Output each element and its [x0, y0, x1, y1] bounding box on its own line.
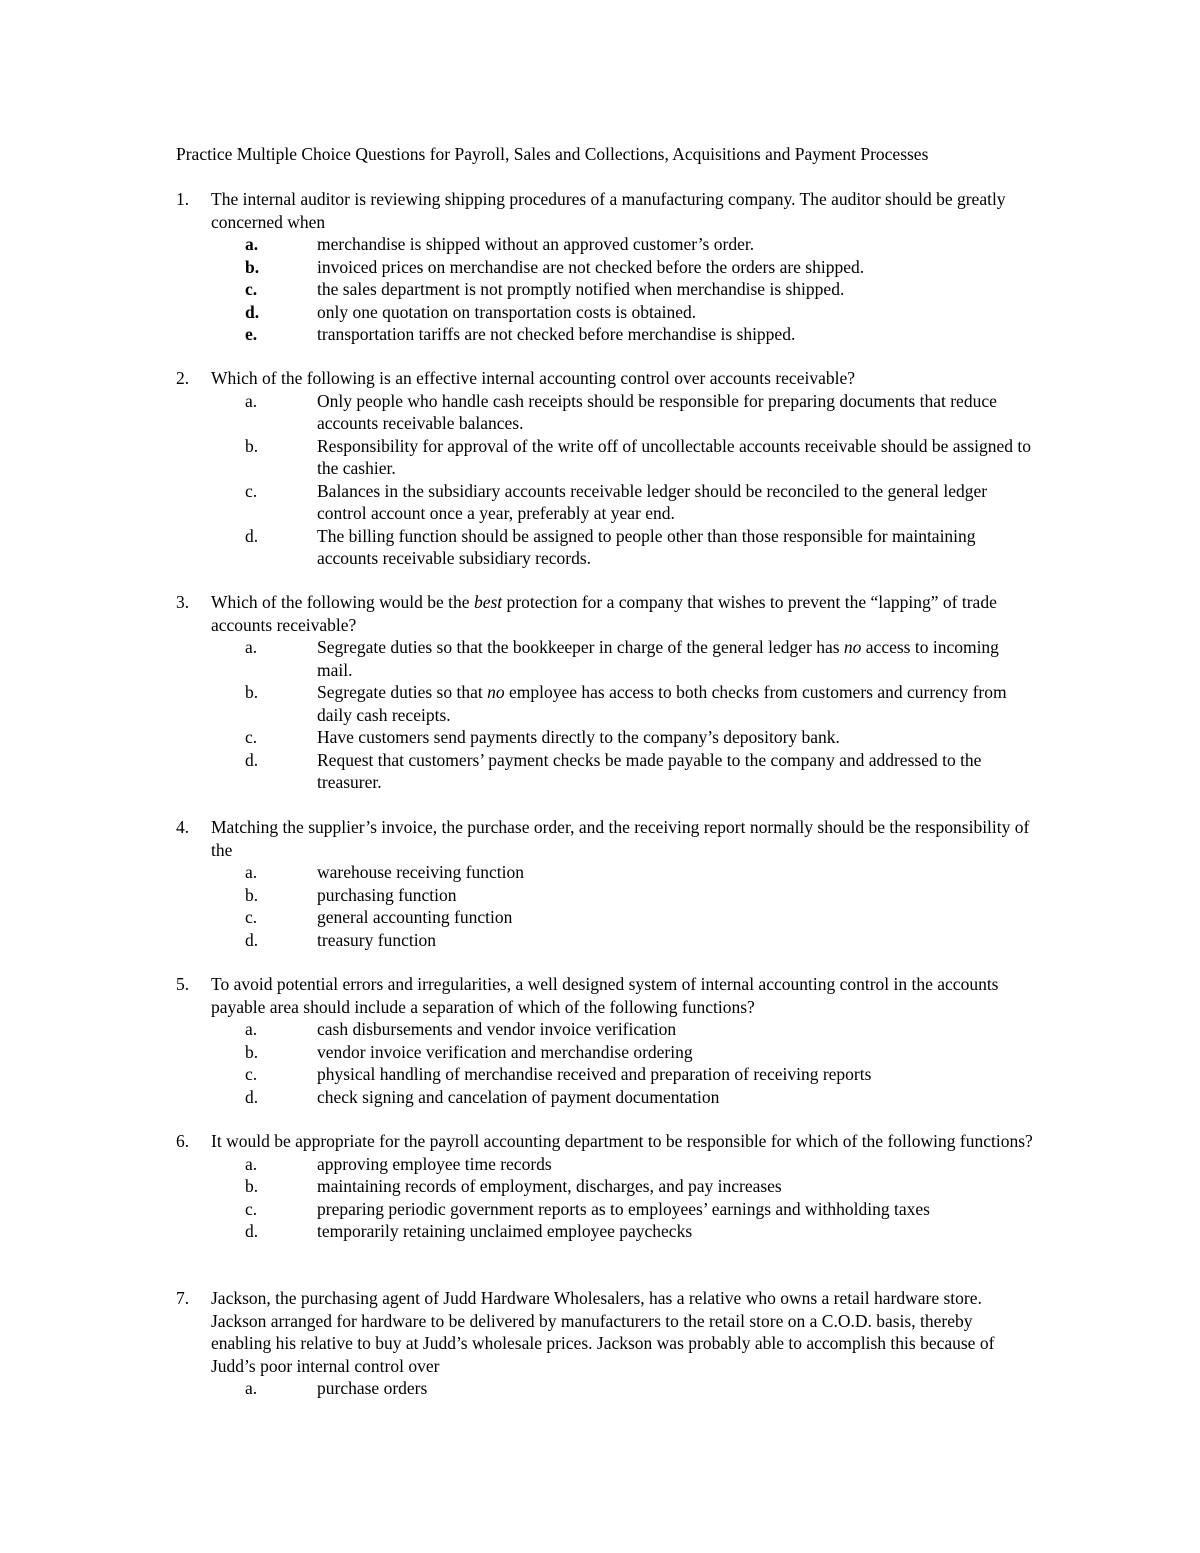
- option-letter: d.: [245, 1221, 259, 1241]
- answer-option-b: [176, 435, 1036, 480]
- answer-options: [176, 1377, 1036, 1400]
- question-5: [176, 973, 1036, 1108]
- answer-option-c: [176, 480, 1036, 525]
- question-text: Which of the following is an effective internal accounting control over accounts receivable?: [211, 368, 855, 388]
- question-number: 3.: [176, 592, 190, 612]
- option-letter: c.: [245, 480, 258, 501]
- option-text: transportation tariffs are not checked before merchandise is shipped.: [317, 324, 796, 344]
- option-letter: b.: [245, 884, 259, 905]
- answer-option-b: [176, 256, 1036, 279]
- answer-options: [176, 636, 1036, 794]
- option-letter: c.: [245, 907, 258, 927]
- option-text: only one quotation on transportation costs is obtained.: [317, 301, 697, 322]
- answer-options: [176, 390, 1036, 570]
- option-letter: b.: [245, 1176, 259, 1196]
- question-number: 1.: [176, 189, 190, 209]
- question-text: It would be appropriate for the payroll accounting department to be responsible for which of the following functions?: [211, 1131, 1033, 1151]
- option-text: the sales department is not promptly notified when merchandise is shipped.: [317, 279, 845, 299]
- option-letter: d.: [245, 301, 260, 322]
- emphasis-text: no: [843, 637, 862, 657]
- option-letter: a.: [245, 390, 258, 411]
- answer-option-d: [176, 301, 1036, 324]
- answer-option-b: [176, 1175, 1036, 1198]
- question-1: [176, 188, 1036, 346]
- option-letter: a.: [245, 862, 258, 882]
- option-text: invoiced prices on merchandise are not checked before the orders are shipped.: [317, 256, 865, 277]
- option-text: The billing function should be assigned to people other than those responsible for maintaining accounts receivable subsidiary records.: [317, 525, 976, 568]
- option-letter: a.: [245, 1153, 258, 1174]
- answer-option-d: [176, 1086, 1036, 1109]
- option-text: cash disbursements and vendor invoice verification: [317, 1019, 677, 1039]
- option-text: preparing periodic government reports as to employees’ earnings and withholding taxes: [317, 1198, 930, 1219]
- answer-option-c: [176, 906, 1036, 929]
- option-text: Balances in the subsidiary accounts receivable ledger should be reconciled to the general ledger control account once a year, preferably at year end.: [317, 480, 988, 523]
- option-letter: b.: [245, 256, 260, 277]
- answer-option-a: [176, 390, 1036, 435]
- answer-option-b: [176, 884, 1036, 907]
- option-text: warehouse receiving function: [317, 862, 525, 882]
- question-text-part: Which of the following would be the: [211, 592, 474, 612]
- option-letter: d.: [245, 749, 259, 770]
- answer-option-c: [176, 1198, 1036, 1221]
- question-number: 7.: [176, 1288, 190, 1308]
- answer-option-a: [176, 636, 1036, 681]
- question-number: 2.: [176, 368, 190, 388]
- option-text: Request that customers’ payment checks be made payable to the company and addressed to the treasurer.: [317, 749, 982, 792]
- option-letter: c.: [245, 1198, 258, 1219]
- option-letter: e.: [245, 324, 258, 344]
- option-text: [317, 637, 999, 680]
- question-number: 4.: [176, 817, 190, 837]
- option-text: treasury function: [317, 929, 437, 950]
- answer-options: [176, 1153, 1036, 1243]
- option-letter: d.: [245, 525, 259, 546]
- answer-options: [176, 861, 1036, 951]
- answer-option-b: [176, 1041, 1036, 1064]
- option-letter: b.: [245, 1041, 259, 1062]
- emphasis-text: best: [473, 592, 503, 612]
- question-text: To avoid potential errors and irregularities, a well designed system of internal accounting control in the accounts payable area should include a separation of which of the following functions?: [211, 974, 999, 1017]
- option-text: approving employee time records: [317, 1153, 552, 1174]
- answer-option-a: [176, 233, 1036, 256]
- question-number: 6.: [176, 1131, 190, 1151]
- answer-option-d: [176, 929, 1036, 952]
- question-3: [176, 591, 1036, 794]
- option-text: Responsibility for approval of the write off of uncollectable accounts receivable should be assigned to the cashier.: [317, 435, 1032, 478]
- option-text: check signing and cancelation of payment documentation: [317, 1086, 720, 1107]
- answer-option-a: [176, 1018, 1036, 1041]
- question-7: [176, 1287, 1036, 1400]
- option-text: temporarily retaining unclaimed employee paychecks: [317, 1221, 693, 1241]
- option-text: vendor invoice verification and merchandise ordering: [317, 1041, 693, 1062]
- option-text: purchase orders: [317, 1378, 428, 1398]
- option-letter: b.: [245, 682, 259, 702]
- document-title: Practice Multiple Choice Questions for Payroll, Sales and Collections, Acquisitions and Payment Processes: [176, 144, 929, 164]
- option-letter: c.: [245, 279, 258, 299]
- option-letter: a.: [245, 637, 258, 657]
- answer-option-b: [176, 681, 1036, 726]
- answer-option-d: [176, 525, 1036, 570]
- option-text: Only people who handle cash receipts should be responsible for preparing documents that reduce accounts receivable balances.: [317, 390, 997, 433]
- answer-option-a: [176, 861, 1036, 884]
- option-letter: a.: [245, 1378, 258, 1398]
- question-4: [176, 816, 1036, 951]
- option-text-part: Segregate duties so that the bookkeeper in charge of the general ledger has: [317, 637, 844, 657]
- answer-option-a: [176, 1153, 1036, 1176]
- option-text-part: access to incoming mail.: [317, 637, 999, 680]
- answer-option-d: [176, 1220, 1036, 1243]
- answer-option-c: [176, 726, 1036, 749]
- option-letter: b.: [245, 435, 259, 456]
- option-letter: c.: [245, 727, 258, 747]
- question-6: [176, 1130, 1036, 1243]
- question-text: Matching the supplier’s invoice, the purchase order, and the receiving report normally should be the responsibility of the: [211, 817, 1030, 860]
- option-letter: d.: [245, 1086, 259, 1107]
- answer-options: [176, 233, 1036, 346]
- answer-option-d: [176, 749, 1036, 794]
- option-letter: c.: [245, 1064, 258, 1084]
- question-text-part: protection for a company that wishes to prevent the “lapping” of trade accounts receivable?: [211, 592, 997, 635]
- option-letter: a.: [245, 234, 259, 254]
- option-text-part: Segregate duties so that: [317, 682, 488, 702]
- question-text: Jackson, the purchasing agent of Judd Hardware Wholesalers, has a relative who owns a retail hardware store. Jackson arranged for hardware to be delivered by manufacturers to the retail store on a C.O.D. basis, thereby enabling his relative to buy at Judd’s wholesale prices. Jackson was probably able to accomplish this because of Judd’s poor internal control over: [211, 1288, 995, 1376]
- question-text: [211, 591, 1036, 636]
- option-text: maintaining records of employment, discharges, and pay increases: [317, 1176, 782, 1196]
- answer-option-a: [176, 1377, 1036, 1400]
- option-letter: d.: [245, 929, 259, 950]
- question-number: 5.: [176, 974, 190, 994]
- option-text: merchandise is shipped without an approved customer’s order.: [317, 234, 755, 254]
- option-text: purchasing function: [317, 884, 457, 905]
- answer-options: [176, 1018, 1036, 1108]
- answer-option-e: [176, 323, 1036, 346]
- question-text: The internal auditor is reviewing shipping procedures of a manufacturing company. The auditor should be greatly concerned when: [211, 189, 1006, 232]
- question-2: [176, 367, 1036, 570]
- answer-option-c: [176, 278, 1036, 301]
- option-text: physical handling of merchandise received and preparation of receiving reports: [317, 1064, 872, 1084]
- emphasis-text: no: [487, 682, 505, 702]
- option-text: Have customers send payments directly to the company’s depository bank.: [317, 727, 840, 747]
- option-letter: a.: [245, 1019, 258, 1039]
- answer-option-c: [176, 1063, 1036, 1086]
- option-text: general accounting function: [317, 907, 513, 927]
- option-text: [317, 682, 1007, 725]
- option-text-part: employee has access to both checks from customers and currency from daily cash receipts.: [317, 682, 1007, 725]
